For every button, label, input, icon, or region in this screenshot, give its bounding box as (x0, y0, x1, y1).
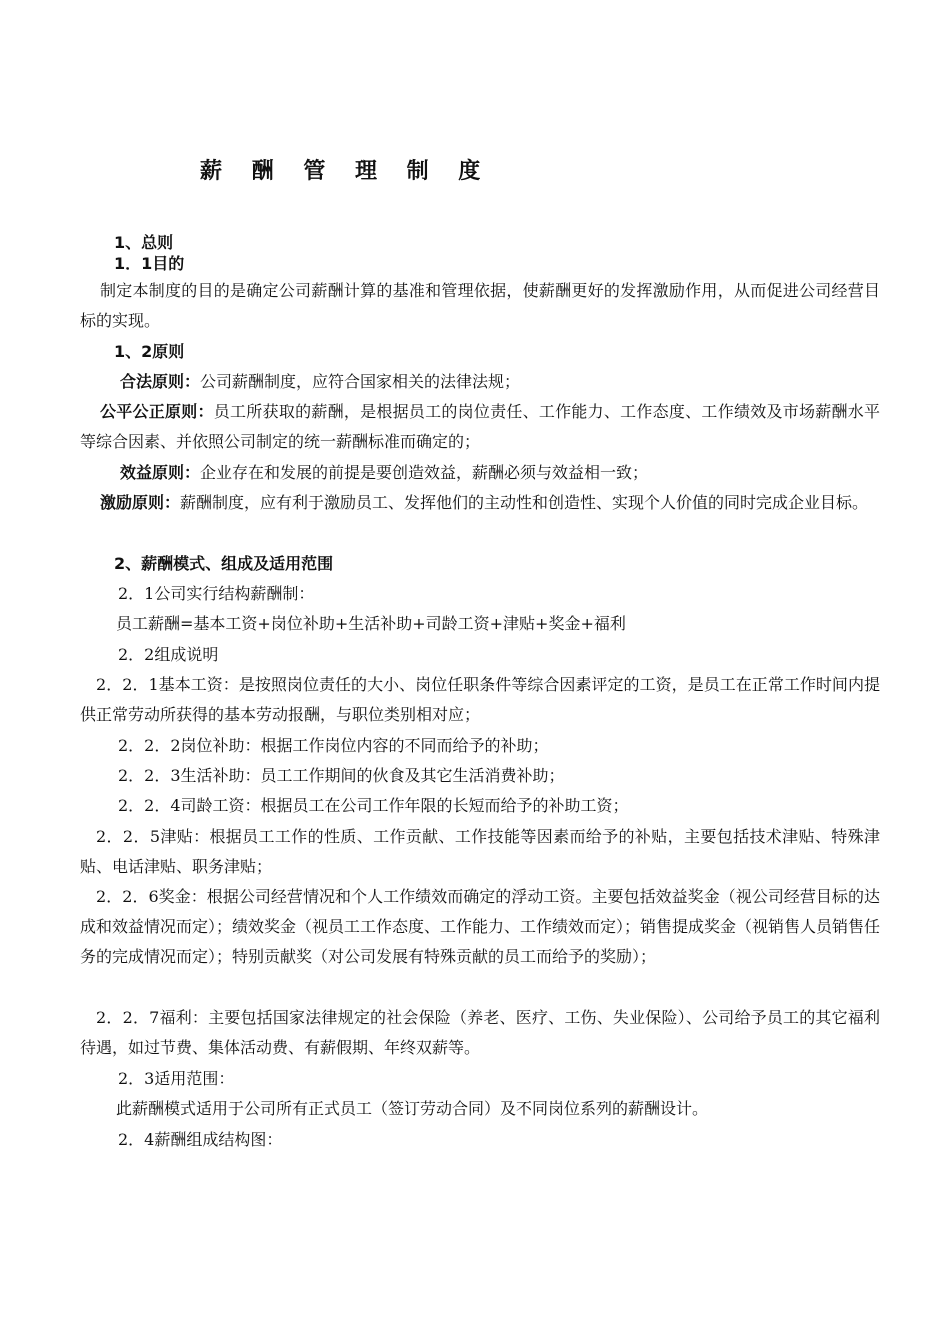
principle-efficiency-label: 效益原则： (120, 463, 201, 482)
item-base-salary: 2．2．1基本工资：是按照岗位责任的大小、岗位任职条件等综合因素评定的工资，是员工在正常工作时间内提供正常劳动所获得的基本劳动报酬，与职位类别相对应； (80, 675, 880, 724)
section-2-3: 2．3适用范围： (118, 1069, 235, 1088)
item-seniority-pay: 2．2．4司龄工资：根据员工在公司工作年限的长短而给予的补助工资； (118, 796, 629, 815)
item-bonus: 2．2．6奖金：根据公司经营情况和个人工作绩效而确定的浮动工资。主要包括效益奖金（视公司经营目标的达成和效益情况而定）；绩效奖金（视员工工作态度、工作能力、工作绩效而定）；销售提成奖金（视销售人员销售任务的完成情况而定）；特别贡献奖（对公司发展有特殊贡献的员工而给予的奖励）； (80, 887, 881, 966)
item-position-allowance: 2．2．2岗位补助：根据工作岗位内容的不同而给予的补助； (118, 736, 549, 755)
principle-legal-label: 合法原则： (120, 372, 201, 391)
section-1-1-heading: 1．1目的 (114, 254, 185, 273)
principle-legal (80, 367, 880, 397)
principle-efficiency-text: 企业存在和发展的前提是要创造效益，薪酬必须与效益相一致； (200, 463, 649, 482)
section-2-1: 2．1公司实行结构薪酬制： (118, 584, 315, 603)
purpose-paragraph: 制定本制度的目的是确定公司薪酬计算的基准和管理依据，使薪酬更好的发挥激励作用，从而促进公司经营目标的实现。 (80, 281, 880, 330)
principle-legal-text: 公司薪酬制度，应符合国家相关的法律法规； (200, 372, 521, 391)
principle-incentive (80, 488, 880, 518)
item-subsidies: 2．2．5津贴：根据员工工作的性质、工作贡献、工作技能等因素而给予的补贴，主要包括技术津贴、特殊津贴、电话津贴、职务津贴； (80, 827, 880, 876)
item-living-allowance: 2．2．3生活补助：员工工作期间的伙食及其它生活消费补助； (118, 766, 565, 785)
section-1-2-heading: 1、2原则 (114, 342, 185, 361)
section-2-heading: 2、薪酬模式、组成及适用范围 (114, 554, 334, 573)
principle-fairness-label: 公平公正原则： (100, 402, 214, 421)
item-benefits: 2．2．7福利：主要包括国家法律规定的社会保险（养老、医疗、工伤、失业保险）、公司给予员工的其它福利待遇，如过节费、集体活动费、有薪假期、年终双薪等。 (80, 1008, 880, 1057)
section-2-4: 2．4薪酬组成结构图： (118, 1130, 283, 1149)
section-2-2: 2．2组成说明 (118, 645, 219, 664)
principle-fairness-text: 员工所获取的薪酬，是根据员工的岗位责任、工作能力、工作态度、工作绩效及市场薪酬水平等综合因素、并依照公司制定的统一薪酬标准而确定的； (80, 402, 880, 451)
document-title: 薪 酬 管 理 制 度 (200, 159, 492, 184)
section-1-heading: 1、总则 (114, 233, 174, 252)
principle-incentive-text: 薪酬制度，应有利于激励员工、发挥他们的主动性和创造性、实现个人价值的同时完成企业目标。 (180, 493, 869, 512)
principle-incentive-label: 激励原则： (100, 493, 181, 512)
principle-fairness (80, 397, 880, 457)
principle-efficiency (80, 458, 880, 488)
scope-text: 此薪酬模式适用于公司所有正式员工（签订劳动合同）及不同岗位系列的薪酬设计。 (116, 1099, 709, 1118)
salary-formula: 员工薪酬=基本工资+岗位补助+生活补助+司龄工资+津贴+奖金+福利 (116, 614, 626, 633)
